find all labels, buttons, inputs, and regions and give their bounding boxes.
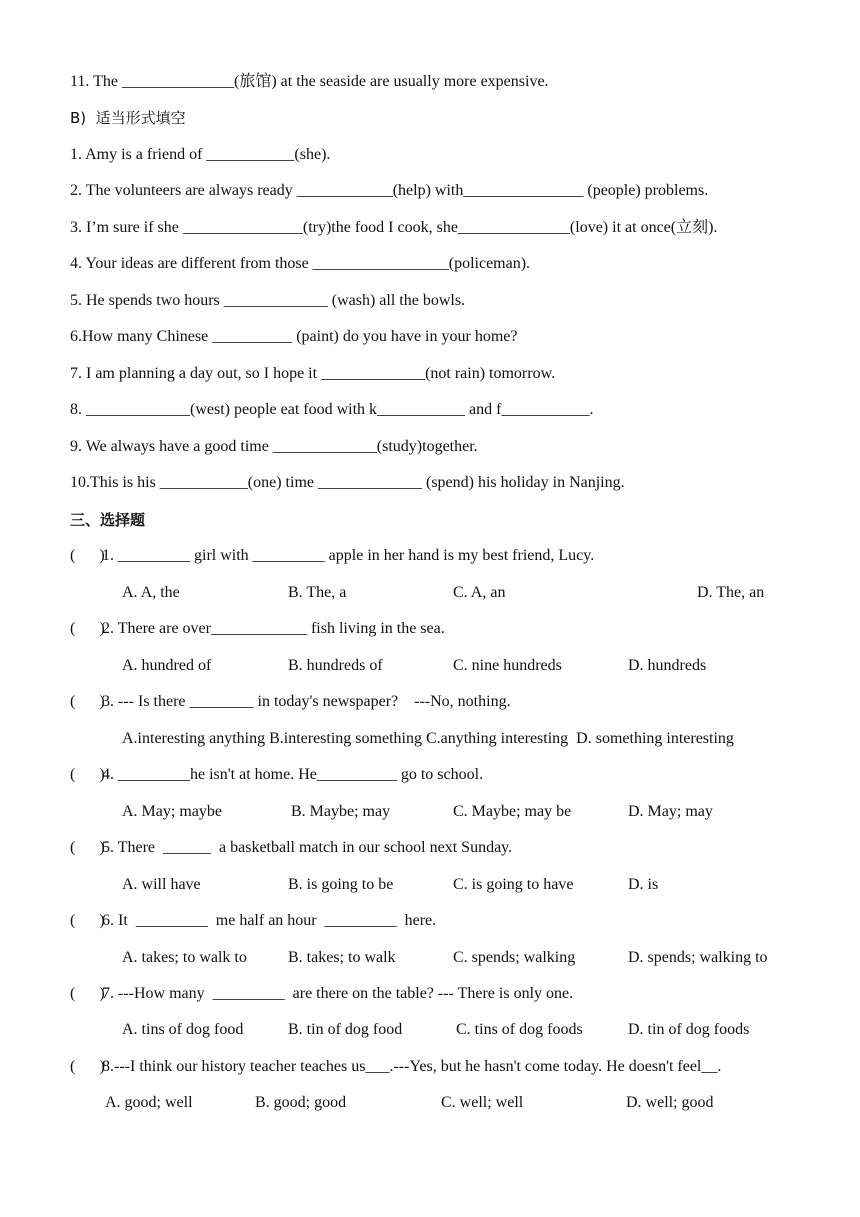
mc-question-8-stem: 8.---I think our history teacher teaches us___.---Yes, but he hasn't come today. He doesn't feel__.	[102, 1058, 722, 1075]
section-b-heading: B) 适当形式填空	[70, 109, 186, 127]
mc-question-4-option-c: C. Maybe; may be	[453, 803, 572, 820]
mc-question-7-stem: 7. ---How many _________ are there on the table? --- There is only one.	[102, 985, 574, 1002]
mc-question-1-option-a: A. A, the	[122, 584, 180, 601]
mc-question-2-option-b: B. hundreds of	[288, 657, 383, 674]
mc-question-5-option-b: B. is going to be	[288, 876, 394, 893]
form-question-2: 2. The volunteers are always ready ____________(help) with_______________ (people) problems.	[70, 182, 709, 199]
form-question-5: 5. He spends two hours _____________ (wash) all the bowls.	[70, 292, 466, 309]
mc-question-1-option-c: C. A, an	[453, 584, 506, 601]
mc-question-6-option-a: A. takes; to walk to	[122, 949, 247, 966]
mc-question-3-options: A.interesting anything B.interesting something C.anything interesting D. something interesting	[122, 730, 734, 747]
mc-question-3-stem: 3. --- Is there ________ in today's newspaper? ---No, nothing.	[102, 693, 511, 710]
mc-question-6-option-c: C. spends; walking	[453, 949, 576, 966]
form-question-10: 10.This is his ___________(one) time _____________ (spend) his holiday in Nanjing.	[70, 474, 625, 491]
answer-blank: ( )	[70, 620, 105, 637]
answer-blank: ( )	[70, 766, 105, 783]
answer-blank: ( )	[70, 839, 105, 856]
mc-question-4-option-d: D. May; may	[628, 803, 713, 820]
form-question-3: 3. I’m sure if she _______________(try)the food I cook, she______________(love) it at once(立刻).	[70, 219, 718, 236]
answer-blank: ( )	[70, 693, 105, 710]
mc-question-7-option-b: B. tin of dog food	[288, 1021, 403, 1038]
mc-question-4-option-b: B. Maybe; may	[291, 803, 391, 820]
answer-blank: ( )	[70, 547, 105, 564]
fill-in-question-11: 11. The ______________(旅馆) at the seaside are usually more expensive.	[70, 73, 549, 90]
answer-blank: ( )	[70, 985, 105, 1002]
form-question-4: 4. Your ideas are different from those _________________(policeman).	[70, 255, 531, 272]
section-3-heading: 三、选择题	[70, 511, 146, 529]
mc-question-5-option-a: A. will have	[122, 876, 201, 893]
answer-blank: ( )	[70, 1058, 105, 1075]
mc-question-8-option-a: A. good; well	[105, 1094, 193, 1111]
mc-question-7-option-c: C. tins of dog foods	[456, 1021, 583, 1038]
mc-question-5-option-d: D. is	[628, 876, 659, 893]
mc-question-6-option-d: D. spends; walking to	[628, 949, 768, 966]
mc-question-5-option-c: C. is going to have	[453, 876, 574, 893]
form-question-9: 9. We always have a good time _____________(study)together.	[70, 438, 478, 455]
form-question-1: 1. Amy is a friend of ___________(she).	[70, 146, 331, 163]
mc-question-7-option-a: A. tins of dog food	[122, 1021, 244, 1038]
mc-question-7-option-d: D. tin of dog foods	[628, 1021, 750, 1038]
mc-question-8-option-b: B. good; good	[255, 1094, 347, 1111]
form-question-7: 7. I am planning a day out, so I hope it _____________(not rain) tomorrow.	[70, 365, 556, 382]
form-question-6: 6.How many Chinese __________ (paint) do you have in your home?	[70, 328, 518, 345]
mc-question-1-option-d: D. The, an	[697, 584, 765, 601]
mc-question-8-option-c: C. well; well	[441, 1094, 524, 1111]
mc-question-4-stem: 4. _________he isn't at home. He__________ go to school.	[102, 766, 484, 783]
mc-question-5-stem: 5. There ______ a basketball match in our school next Sunday.	[102, 839, 513, 856]
mc-question-4-option-a: A. May; maybe	[122, 803, 222, 820]
mc-question-2-option-d: D. hundreds	[628, 657, 707, 674]
form-question-8: 8. _____________(west) people eat food with k___________ and f___________.	[70, 401, 594, 418]
mc-question-6-stem: 6. It _________ me half an hour _________ here.	[102, 912, 437, 929]
mc-question-2-option-a: A. hundred of	[122, 657, 212, 674]
mc-question-8-option-d: D. well; good	[626, 1094, 714, 1111]
mc-question-2-option-c: C. nine hundreds	[453, 657, 562, 674]
mc-question-1-stem: 1. _________ girl with _________ apple in her hand is my best friend, Lucy.	[102, 547, 595, 564]
mc-question-6-option-b: B. takes; to walk	[288, 949, 396, 966]
answer-blank: ( )	[70, 912, 105, 929]
mc-question-2-stem: 2. There are over____________ fish living in the sea.	[102, 620, 445, 637]
mc-question-1-option-b: B. The, a	[288, 584, 347, 601]
